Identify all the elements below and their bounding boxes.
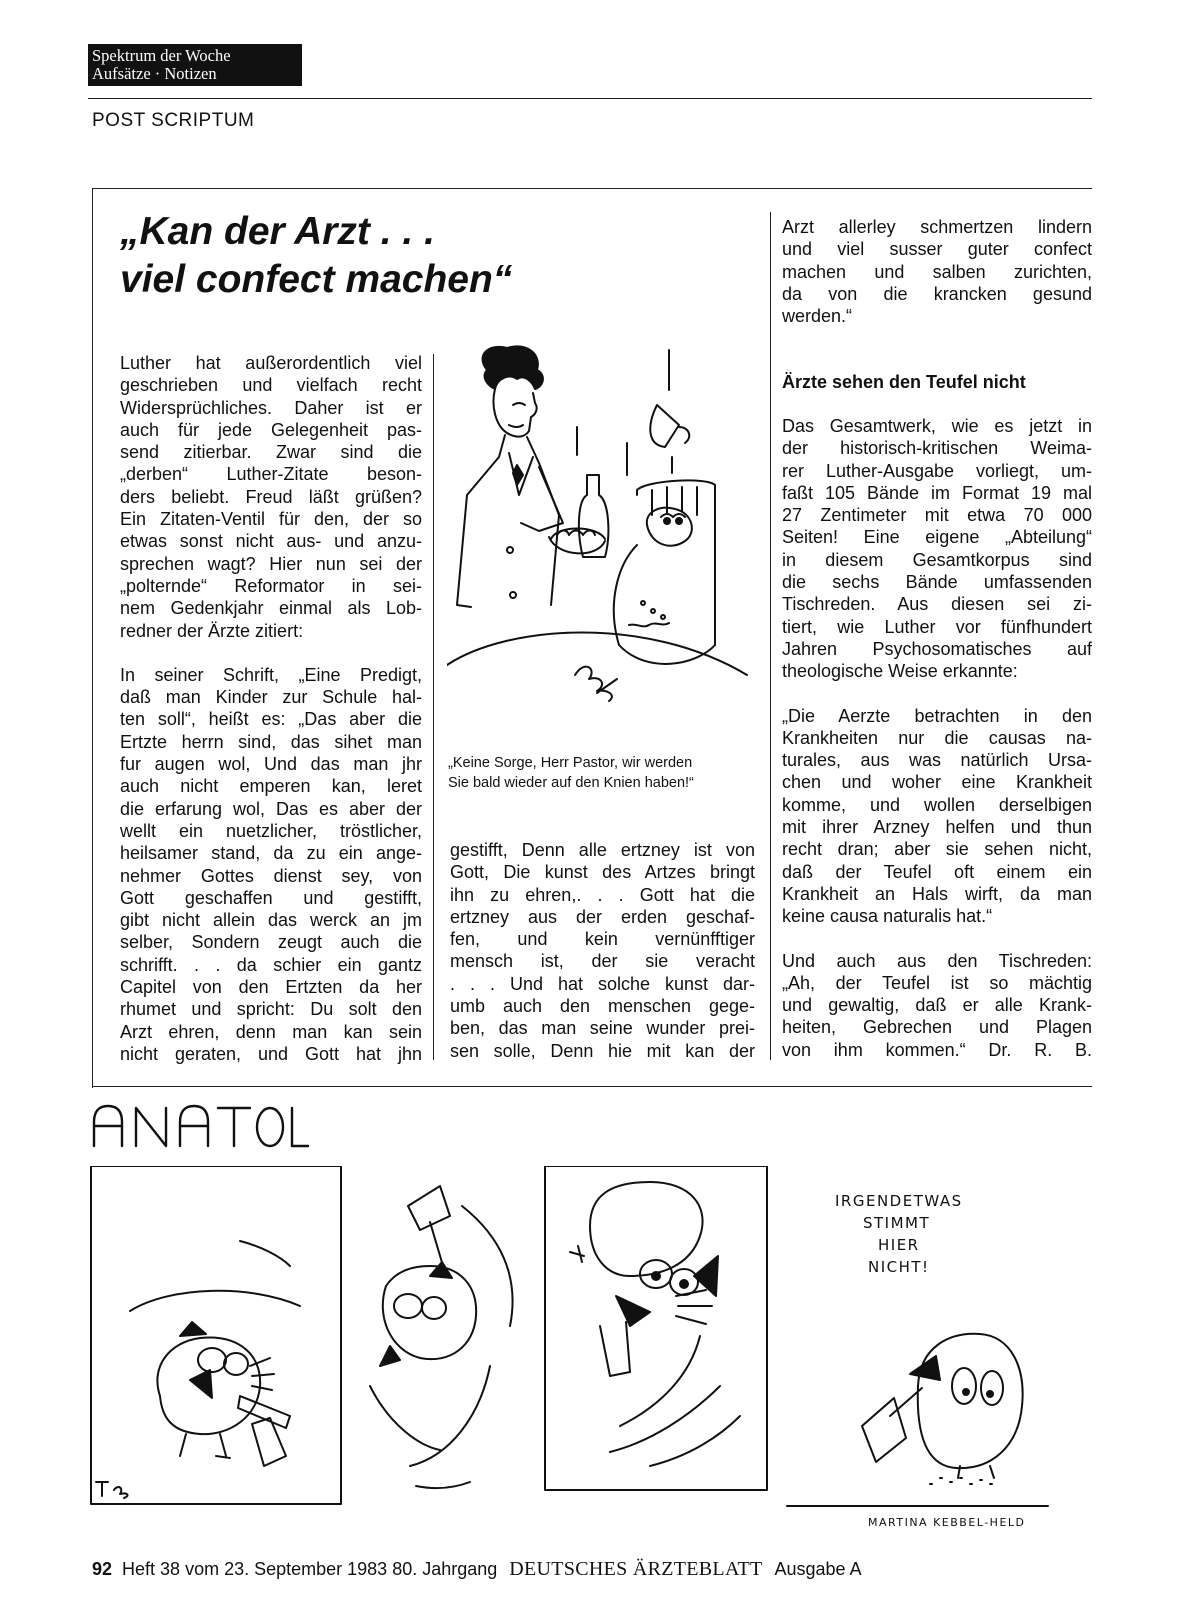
text-line: von ihm kommen.“ Dr. R. B.	[782, 1039, 1092, 1060]
text-line: daß der Teufel oft einem ein	[782, 861, 1092, 882]
comic-panel-3	[545, 1166, 767, 1490]
text-line: mit ihrer Arzney helfen und thun	[782, 817, 1092, 838]
article-column-2	[450, 839, 755, 1084]
text-line: umb auch den menschen gege-	[450, 996, 755, 1017]
text-line: fen, und kein vernünfftiger	[450, 929, 755, 950]
section-badge	[88, 44, 302, 86]
text-line: send zitierbar. Zwar sind die	[120, 442, 422, 463]
paragraph	[450, 839, 755, 1062]
text-line: Tischreden. Aus diesen sei zi-	[782, 594, 1092, 615]
text-line: da von die krancken gesund	[782, 283, 1092, 304]
text-line: ders beliebt. Freud läßt grüßen?	[120, 486, 422, 507]
text-line: Capitel von den Ertzten da her	[120, 977, 422, 998]
text-line: sprechen wagt? Hier nun sei der	[120, 553, 422, 574]
text-line: redner der Ärzte zitiert:	[120, 620, 304, 641]
text-line: mensch ist, der sie veracht	[450, 951, 755, 972]
text-line: rhumet und spricht: Du solt den	[120, 999, 422, 1020]
text-line: „Ah, der Teufel ist so mächtig	[782, 972, 1092, 993]
cartoon-caption	[448, 753, 758, 793]
article-column-3-continued	[782, 415, 1092, 1083]
text-line: nehmer Gottes dienst sey, von	[120, 865, 422, 886]
comic-panel-1	[91, 1166, 341, 1504]
text-line: heiten, Gebrechen und Plagen	[782, 1017, 1092, 1038]
text-line: theologische Weise erkannte:	[782, 661, 1018, 682]
article-headline	[120, 208, 680, 304]
header-rule	[88, 98, 1092, 99]
text-line: sen solle, Denn hie mit kan der	[450, 1040, 755, 1061]
comic-title	[90, 1102, 310, 1154]
text-line: recht dran; aber sie sehen nicht,	[782, 839, 1092, 860]
journal-name: DEUTSCHES ÄRZTEBLATT	[509, 1558, 763, 1580]
issue-info: Heft 38 vom 23. September 1983 80. Jahrgang	[122, 1559, 498, 1579]
article-column-1	[120, 352, 422, 1087]
speech-line-1: IRGENDETWAS	[835, 1192, 963, 1210]
text-line: machen und salben zurichten,	[782, 261, 1092, 282]
text-line: nem Gedenkjahr einmal als Lob-	[120, 598, 422, 619]
text-line: Krankheit an Hals wirft, da man	[782, 883, 1092, 904]
text-line: In seiner Schrift, „Eine Predigt,	[120, 664, 422, 685]
text-line: etwas sonst nicht aus- und anzu-	[120, 531, 422, 552]
section-label: POST SCRIPTUM	[92, 110, 255, 131]
text-line: die erfarung wol, Das es aber der	[120, 798, 422, 819]
text-line: Gott, Die kunst des Artzes bringt	[450, 862, 755, 883]
text-line: Ertzte herrn sind, das sihet man	[120, 731, 422, 752]
text-line: komme, und wollen derselbigen	[782, 794, 1092, 815]
headline-line-2: viel confect machen“	[120, 258, 513, 301]
text-line: heilsamer stand, da zu ein ange-	[120, 843, 422, 864]
speech-line-4: NICHT!	[868, 1258, 930, 1276]
headline-line-1: „Kan der Arzt . . .	[120, 210, 435, 253]
text-line: Seiten! Eine eigene „Abteilung“	[782, 527, 1092, 548]
text-line: fur augen wol, Und das man jhr	[120, 754, 422, 775]
text-line: Luther hat außerordentlich viel	[120, 353, 422, 373]
text-line: faßt 105 Bände im Format 19 mal	[782, 482, 1092, 503]
text-line: 27 Zentimeter mit etwa 70 000	[782, 505, 1092, 526]
text-line: ten soll“, heißt es: „Das aber die	[120, 709, 422, 730]
text-line: der historisch-kritischen Weima-	[782, 438, 1092, 459]
article-left-rule	[92, 188, 93, 1088]
page-number: 92	[92, 1559, 113, 1579]
badge-line-2: Aufsätze · Notizen	[92, 64, 217, 83]
text-line: und viel susser guter confect	[782, 239, 1092, 260]
caption-line-1: „Keine Sorge, Herr Pastor, wir werden	[448, 755, 693, 771]
paragraph	[120, 664, 422, 1065]
text-line: „Die Aerzte betrachten in den	[782, 705, 1092, 726]
text-line: rer Luther-Ausgabe vorliegt, um-	[782, 460, 1092, 481]
text-line: nicht geraten, und Gott hat jhn	[120, 1043, 422, 1064]
paragraph	[782, 415, 1092, 683]
text-line: selber, Sondern zeugt auch die	[120, 932, 422, 953]
text-line: und gewaltig, daß er alle Krank-	[782, 995, 1092, 1016]
speech-line-2: STIMMT	[863, 1214, 931, 1232]
anatol-comic-strip	[90, 1166, 1100, 1526]
text-line: Jahren Psychosomatisches auf	[782, 638, 1092, 659]
text-line: Gott geschaffen und gestifft,	[120, 887, 422, 908]
text-line: werden.“	[782, 306, 853, 327]
text-line: turales, aus was natürlich Ursa-	[782, 750, 1092, 771]
text-line: auch für jede Gelegenheit pas-	[120, 419, 422, 440]
caption-line-2: Sie bald wieder auf den Knien haben!“	[448, 775, 694, 791]
text-line: Arzt ehren, denn man kan sein	[120, 1021, 422, 1042]
text-line: Ein Zitaten-Ventil für den, der so	[120, 509, 422, 530]
text-line: geschrieben und vielfach recht	[120, 375, 422, 396]
paragraph	[782, 705, 1092, 928]
text-line: schrifft. . . da schier ein gantz	[120, 954, 422, 975]
text-line: auch nicht emperen kan, leret	[120, 776, 422, 797]
text-line: in diesem Gesamtkorpus sind	[782, 549, 1092, 570]
badge-line-1: Spektrum der Woche	[92, 46, 231, 65]
text-line: Widersprüchliches. Daher ist er	[120, 397, 422, 418]
text-line: Krankheiten nur die causas na-	[782, 727, 1092, 748]
text-line: die sechs Bände umfassenden	[782, 572, 1092, 593]
subheading: Ärzte sehen den Teufel nicht	[782, 372, 1026, 392]
text-line: daß man Kinder zur Schule hal-	[120, 687, 422, 708]
paragraph	[782, 216, 1092, 327]
text-line: Und auch aus den Tischreden:	[782, 950, 1092, 971]
text-line: . . . Und hat solche kunst dar-	[450, 973, 755, 994]
page-footer	[92, 1558, 862, 1581]
text-line: gestifft, Denn alle ertzney ist von	[450, 840, 755, 860]
paragraph	[120, 352, 422, 642]
article-column-3	[782, 216, 1092, 349]
text-line: ihn zu ehren,. . . Gott hat die	[450, 884, 755, 905]
text-line: „derben“ Luther-Zitate beson-	[120, 464, 422, 485]
text-line: „polternde“ Reformator in sei-	[120, 575, 422, 596]
doctor-patient-cartoon	[447, 345, 757, 720]
text-line: chen und woher eine Krankheit	[782, 772, 1092, 793]
speech-line-3: HIER	[878, 1236, 920, 1254]
text-line: gibt nicht allein das werck an jm	[120, 910, 422, 931]
paragraph	[782, 950, 1092, 1061]
artist-name: MARTINA KEBBEL-HELD	[868, 1516, 1026, 1526]
text-line: ertzney aus der erden geschaf-	[450, 906, 755, 927]
text-line: Das Gesamtwerk, wie es jetzt in	[782, 416, 1092, 436]
column-divider	[770, 212, 771, 1060]
edition-label: Ausgabe A	[774, 1559, 862, 1579]
column-divider	[433, 354, 434, 1060]
text-line: keine causa naturalis hat.“	[782, 906, 993, 927]
text-line: wellt ein nuetzlicher, tröstlicher,	[120, 820, 422, 841]
text-line: tiert, wie Luther vor fünfhundert	[782, 616, 1092, 637]
text-line: Arzt allerley schmertzen lindern	[782, 217, 1092, 237]
article-top-rule	[92, 188, 1092, 189]
text-line: ben, das man seine wunder prei-	[450, 1018, 755, 1039]
